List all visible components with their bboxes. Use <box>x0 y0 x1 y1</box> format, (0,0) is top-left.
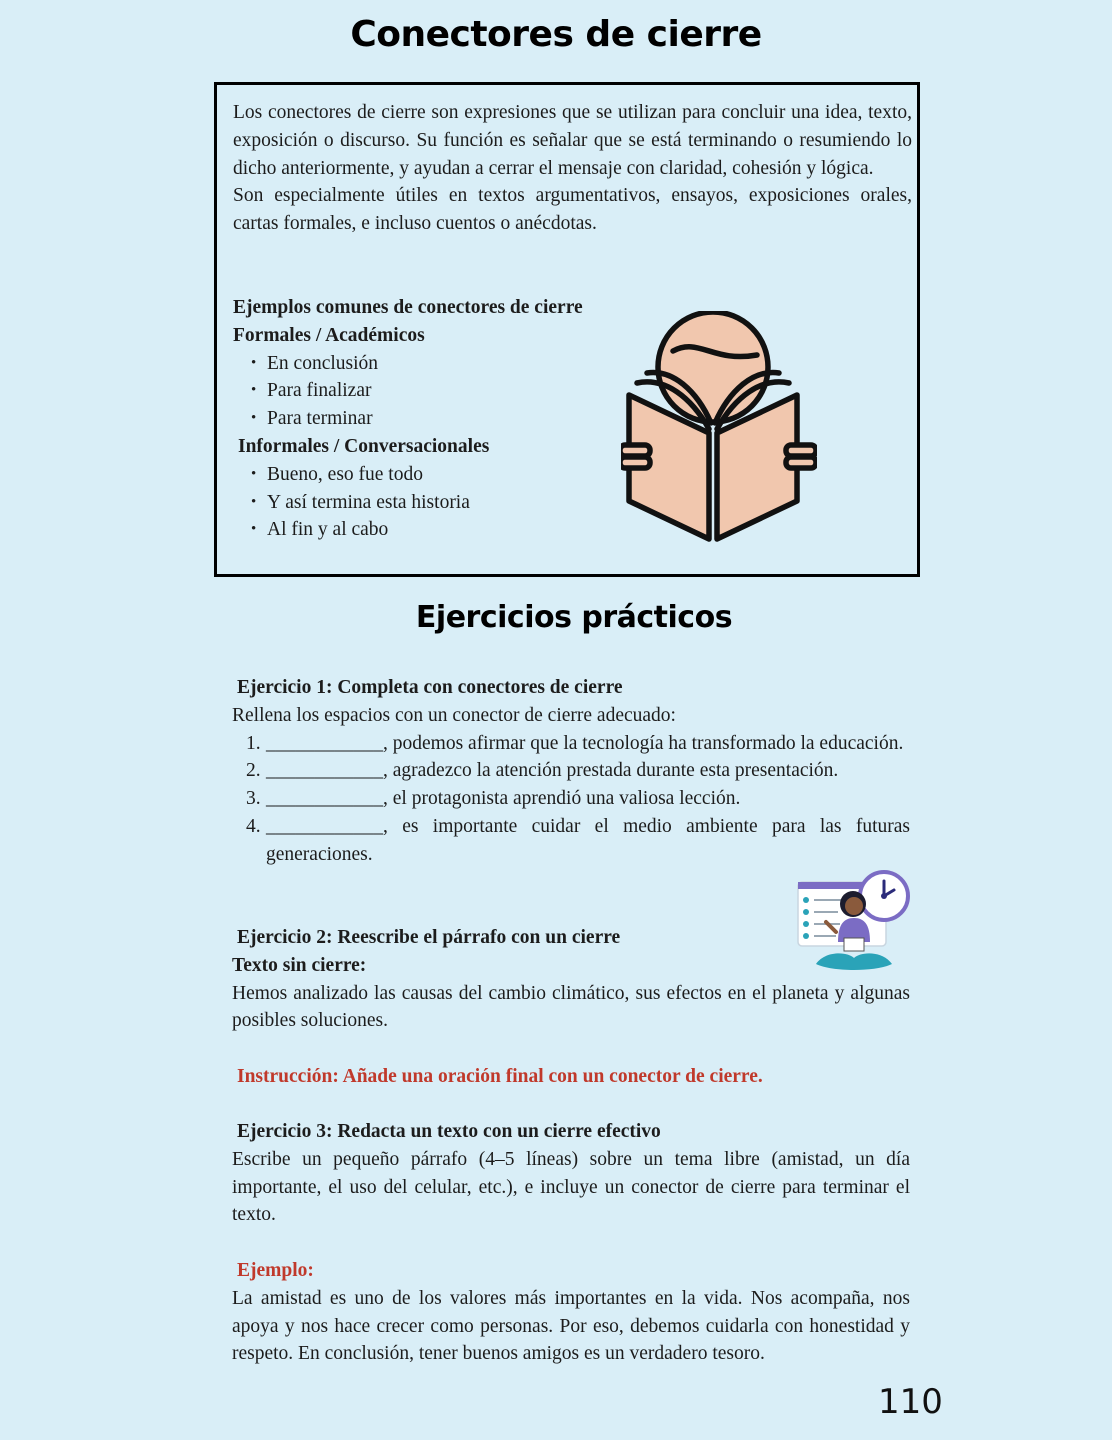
intro-paragraph-1: Los conectores de cierre son expresiones que se utilizan para concluir una idea, texto, exposición o discurso. Su función es señalar que se está terminando o resumiendo lo dicho anteriormente, y ayudan a cerrar el mensaje con claridad, cohesión y lógica. <box>233 102 912 179</box>
person-reading-book-icon <box>621 311 817 543</box>
item-number: 1. <box>246 732 261 754</box>
list-item: • Para terminar <box>267 405 633 433</box>
item-number: 3. <box>246 788 261 810</box>
list-item: • Al fin y al cabo <box>267 516 633 544</box>
example-text: La amistad es uno de los valores más importantes en la vida. Nos acompaña, nos apoya y nos hace crecer como personas. Por eso, debemos cuidarla con honestidad y respeto. En conclusión, tener buenos amigos es un verdadero tesoro. <box>232 1287 910 1365</box>
list-item: • Para finalizar <box>267 377 633 405</box>
exercise-1 <box>232 674 910 869</box>
item-text: ____________, es importante cuidar el medio ambiente para las futuras generaciones. <box>266 815 910 865</box>
item-text: ____________, agradezco la atención prestada durante esta presentación. <box>266 760 839 782</box>
item-number: 4. <box>246 815 261 837</box>
exercise-2-heading: Ejercicio 2: Reescribe el párrafo con un cierre <box>237 927 621 948</box>
item-text: ____________, podemos afirmar que la tecnología ha transformado la educación. <box>266 732 904 754</box>
exercise-2-text: Hemos analizado las causas del cambio climático, sus efectos en el planeta y algunas posibles soluciones. <box>232 982 910 1032</box>
list-item <box>246 813 910 869</box>
exercise-1-heading: Ejercicio 1: Completa con conectores de cierre <box>237 677 623 698</box>
informal-heading: Informales / Conversacionales <box>238 435 490 457</box>
exercise-2 <box>232 924 910 1091</box>
informal-list <box>233 461 633 544</box>
exercise-2-instruction: Instrucción: Añade una oración final con un conector de cierre. <box>237 1065 763 1087</box>
list-item: • En conclusión <box>267 350 633 378</box>
list-item <box>246 757 910 785</box>
exercise-2-subheading: Texto sin cierre: <box>232 954 367 976</box>
item-number: 2. <box>246 760 261 782</box>
exercise-3-heading: Ejercicio 3: Redacta un texto con un cierre efectivo <box>237 1121 661 1142</box>
intro-paragraph-2: Son especialmente útiles en textos argumentativos, ensayos, exposiciones orales, cartas formales, e incluso cuentos o anécdotas. <box>233 185 912 235</box>
examples-heading: Ejemplos comunes de conectores de cierre <box>233 297 583 318</box>
list-item: • Y así termina esta historia <box>267 489 633 517</box>
formal-heading: Formales / Académicos <box>233 324 425 346</box>
formal-list <box>233 350 633 433</box>
intro-box <box>214 82 920 577</box>
item-text: ____________, el protagonista aprendió una valiosa lección. <box>266 788 741 810</box>
intro-text <box>233 99 912 238</box>
page-number: 110 <box>878 1382 943 1422</box>
examples-list <box>233 294 633 544</box>
page-title: Conectores de cierre <box>350 14 762 55</box>
exercise-3 <box>232 1118 910 1368</box>
list-item <box>246 730 910 758</box>
exercise-3-text: Escribe un pequeño párrafo (4–5 líneas) sobre un tema libre (amistad, un día importante, el uso del celular, etc.), e incluye un conector de cierre para terminar el texto. <box>232 1148 910 1226</box>
list-item <box>246 785 910 813</box>
exercise-1-instruction: Rellena los espacios con un conector de cierre adecuado: <box>232 704 676 726</box>
fill-in-list <box>232 730 910 869</box>
exercises-title: Ejercicios prácticos <box>415 600 733 635</box>
example-label: Ejemplo: <box>237 1259 314 1281</box>
list-item: • Bueno, eso fue todo <box>267 461 633 489</box>
